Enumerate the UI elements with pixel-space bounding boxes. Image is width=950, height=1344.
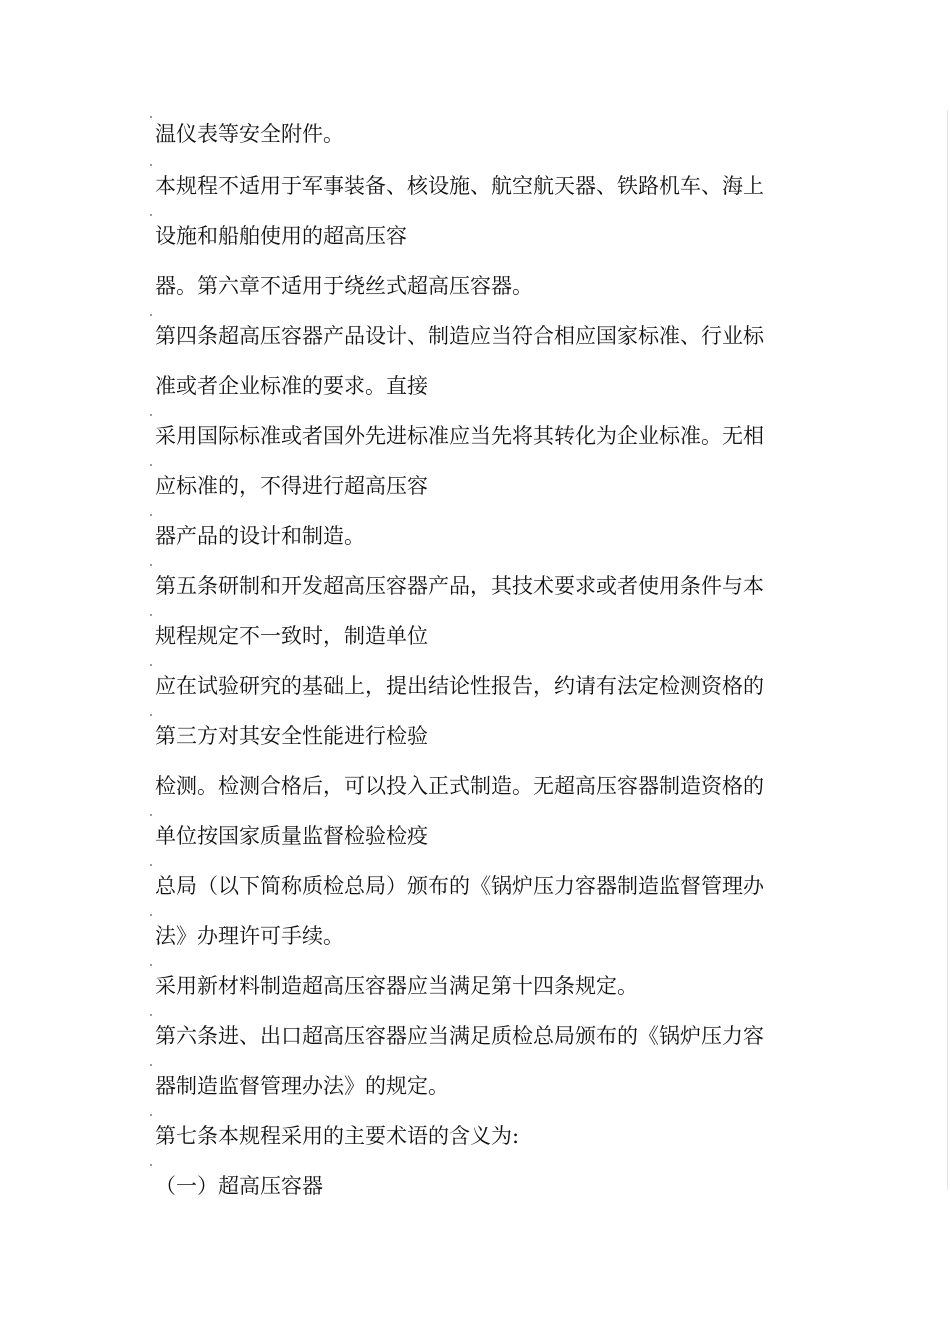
line-marker xyxy=(150,814,152,816)
line-marker xyxy=(150,1114,152,1116)
line-marker xyxy=(150,314,152,316)
line-marker xyxy=(150,914,152,916)
line-marker xyxy=(150,664,152,666)
text-line: 器制造监督管理办法》的规定。 xyxy=(155,1074,449,1098)
line-marker xyxy=(150,864,152,866)
line-marker xyxy=(150,964,152,966)
line-marker xyxy=(150,214,152,216)
text-line: 单位按国家质量监督检验检疫 xyxy=(155,824,428,848)
text-line: 第七条本规程采用的主要术语的含义为: xyxy=(155,1124,520,1148)
text-line: 规程规定不一致时，制造单位 xyxy=(155,624,428,648)
text-line: 设施和船舶使用的超高压容 xyxy=(155,224,407,248)
text-line: 第五条研制和开发超高压容器产品，其技术要求或者使用条件与本 xyxy=(155,574,764,598)
line-marker xyxy=(150,1064,152,1066)
line-marker xyxy=(150,714,152,716)
page-edge-line xyxy=(947,110,948,1190)
text-line: 第三方对其安全性能进行检验 xyxy=(155,724,428,748)
text-line: 应在试验研究的基础上，提出结论性报告，约请有法定检测资格的 xyxy=(155,674,764,698)
line-marker xyxy=(150,164,152,166)
line-marker xyxy=(150,464,152,466)
line-marker xyxy=(150,514,152,516)
line-marker xyxy=(150,414,152,416)
text-line: 采用新材料制造超高压容器应当满足第十四条规定。 xyxy=(155,974,638,998)
line-marker xyxy=(150,564,152,566)
line-marker xyxy=(150,1014,152,1016)
line-marker xyxy=(150,1164,152,1166)
text-line: 采用国际标准或者国外先进标准应当先将其转化为企业标准。无相 xyxy=(155,424,764,448)
text-line: 第六条进、出口超高压容器应当满足质检总局颁布的《锅炉压力容 xyxy=(155,1024,764,1048)
text-line: 检测。检测合格后，可以投入正式制造。无超高压容器制造资格的 xyxy=(155,774,764,798)
line-marker xyxy=(150,116,152,118)
text-line: 器产品的设计和制造。 xyxy=(155,524,365,548)
text-line: 器。第六章不适用于绕丝式超高压容器。 xyxy=(155,274,533,298)
text-line: 准或者企业标准的要求。直接 xyxy=(155,374,428,398)
text-line: 本规程不适用于军事装备、核设施、航空航天器、铁路机车、海上 xyxy=(155,174,764,198)
line-marker xyxy=(150,614,152,616)
text-line: 总局（以下简称质检总局）颁布的《锅炉压力容器制造监督管理办 xyxy=(155,874,764,898)
text-line: （一）超高压容器 xyxy=(155,1174,323,1198)
text-line: 应标准的，不得进行超高压容 xyxy=(155,474,428,498)
text-line: 第四条超高压容器产品设计、制造应当符合相应国家标准、行业标 xyxy=(155,324,764,348)
text-line: 温仪表等安全附件。 xyxy=(155,122,344,146)
text-line: 法》办理许可手续。 xyxy=(155,924,344,948)
